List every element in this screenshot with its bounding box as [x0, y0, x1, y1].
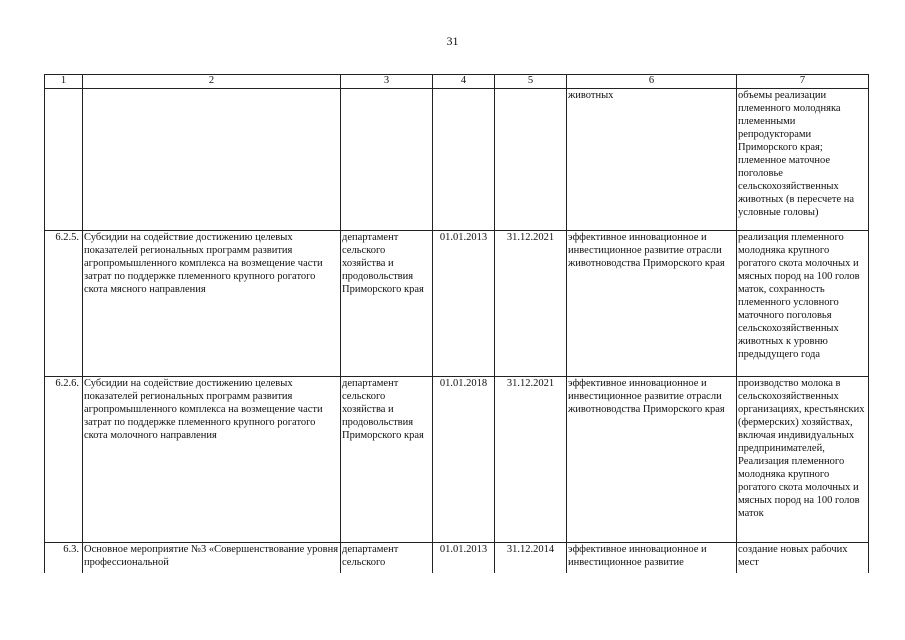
start-date: 01.01.2018: [433, 377, 495, 543]
start-date: 01.01.2013: [433, 231, 495, 377]
indicators: создание новых рабочих мест: [737, 543, 869, 574]
indicators: реализация племенного молодняка крупного рогатого скота молочных и мясных пород на 100 голов маток, сохранность племенного условного маточного поголовья сельскохозяйственных животных к уровню предыдущего года: [737, 231, 869, 377]
executor: департамент сельского хозяйства и продовольствия Приморского края: [341, 231, 433, 377]
column-header-4: 4: [433, 75, 495, 89]
page-number: 31: [446, 34, 459, 48]
start-date: 01.01.2013: [433, 543, 495, 574]
column-header-7: 7: [737, 75, 869, 89]
column-header-5: 5: [495, 75, 567, 89]
executor: департамент сельского хозяйства и продовольствия Приморского края: [341, 377, 433, 543]
indicators: производство молока в сельскохозяйственных организациях, крестьянских (фермерских) хозяйствах, включая индивидуальных предпринимателей, Реализация племенного молодняка крупного рогатого скота молочных и мясных пород на 100 голов маток: [737, 377, 869, 543]
end-date: 31.12.2021: [495, 377, 567, 543]
end-date: [495, 89, 567, 231]
row-number: 6.3.: [45, 543, 83, 574]
executor: [341, 89, 433, 231]
measure-name: Основное мероприятие №3 «Совершенствование уровня профессиональной: [83, 543, 341, 574]
expected-result: эффективное инновационное и инвестиционное развитие: [567, 543, 737, 574]
column-header-1: 1: [45, 75, 83, 89]
table-row: [45, 377, 869, 543]
end-date: 31.12.2014: [495, 543, 567, 574]
row-number: [45, 89, 83, 231]
table-row: [45, 89, 869, 231]
row-number: 6.2.5.: [45, 231, 83, 377]
expected-result: животных: [567, 89, 737, 231]
table-row: [45, 543, 869, 574]
expected-result: эффективное инновационное и инвестиционное развитие отрасли животноводства Приморского края: [567, 231, 737, 377]
measure-name: Субсидии на содействие достижению целевых показателей региональных программ развития агропромышленного комплекса на возмещение части затрат по поддержке племенного крупного рогатого скота молочного направления: [83, 377, 341, 543]
measure-name: [83, 89, 341, 231]
indicators: объемы реализации племенного молодняка племенными репродукторами Приморского края; племенное маточное поголовье сельскохозяйственных животных (в пересчете на условные головы): [737, 89, 869, 231]
measure-name: Субсидии на содействие достижению целевых показателей региональных программ развития агропромышленного комплекса на возмещение части затрат по поддержке племенного крупного рогатого скота мясного направления: [83, 231, 341, 377]
column-header-2: 2: [83, 75, 341, 89]
executor: департамент сельского: [341, 543, 433, 574]
column-header-3: 3: [341, 75, 433, 89]
header-row: [45, 75, 869, 89]
end-date: 31.12.2021: [495, 231, 567, 377]
expected-result: эффективное инновационное и инвестиционное развитие отрасли животноводства Приморского края: [567, 377, 737, 543]
table-row: [45, 231, 869, 377]
row-number: 6.2.6.: [45, 377, 83, 543]
start-date: [433, 89, 495, 231]
column-header-6: 6: [567, 75, 737, 89]
program-measures-table: [44, 74, 869, 573]
